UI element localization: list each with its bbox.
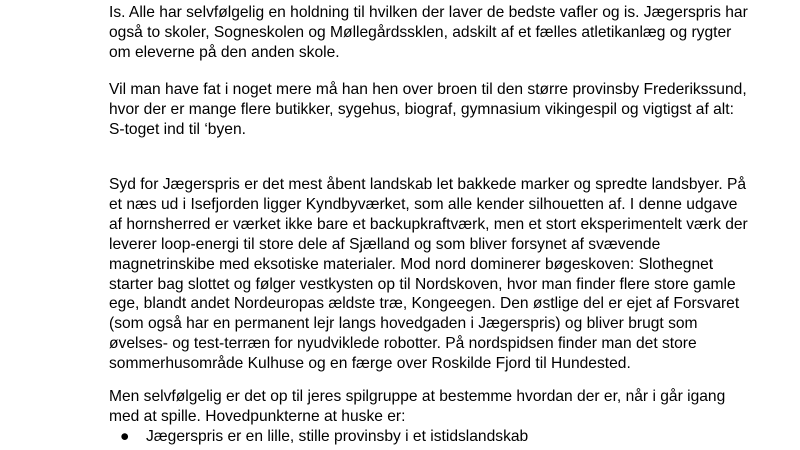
text-line: af hornsherred er værket ikke bare et backupkraftværk, men et stort eksperimentelt værk der: [109, 215, 748, 233]
text-line: ege, blandt andet Nordeuropas ældste træ, Kongeegen. Den østlige del er ejet af Forsvaret: [109, 295, 740, 313]
text-line: om eleverne på den anden skole.: [109, 43, 340, 61]
text-line: Men selvfølgelig er det op til jeres spilgruppe at bestemme hvordan der er, når i går igang: [109, 388, 726, 405]
paragraph-play-group: [109, 387, 729, 427]
text-line: hvor der er mange flere butikker, sygehus, biograf, gymnasium vikingespil og vigtigst af alt:: [109, 100, 734, 118]
list-item: [109, 427, 528, 447]
text-line: også to skoler, Sogneskolen og Møllegårdssklen, adskilt af et fælles atletikanlæg og rygter: [109, 23, 732, 41]
list-item-text: Jægerspris er en lille, stille provinsby i et istidslandskab: [146, 428, 529, 445]
text-line: magnetrinskibe med eksotiske materialer. Mod nord dominerer bøgeskoven: Slothegnet: [109, 255, 714, 273]
text-line: Syd for Jægerspris er det mest åbent landskab let bakkede marker og spredte landsbyer. På: [109, 176, 747, 193]
text-line: leverer loop-energi til store dele af Sjælland og som bliver forsynet af svævende: [109, 235, 661, 253]
text-line: starter bag slottet og følger vestkysten op til Nordskoven, hvor man finder flere store gamle: [109, 275, 736, 293]
text-line: Is. Alle har selvfølgelig en holdning til hvilken der laver de bedste vafler og is. Jægerspris har: [109, 4, 748, 21]
key-points-list: [109, 427, 528, 447]
text-line: S-toget ind til ‘byen.: [109, 120, 246, 138]
text-line: med at spille. Hovedpunkterne at huske er:: [109, 407, 406, 425]
text-line: sommerhusområde Kulhuse og en færge over Roskilde Fjord til Hundested.: [109, 355, 631, 373]
paragraph-ice-cream-schools: [109, 3, 748, 63]
text-line: et næs ud i Isefjorden ligger Kyndbyværket, som alle kender silhouetten af. I denne udgave: [109, 195, 738, 213]
text-line: Vil man have fat i noget mere må han hen over broen til den større provinsby Frederikssund,: [109, 81, 747, 98]
paragraph-frederikssund: [109, 80, 747, 140]
text-line: (som også har en permanent lejr langs hovedgaden i Jægerspris) og bliver brugt som: [109, 315, 698, 333]
text-line: øvelses- og test-terræn for nyudviklede robotter. På nordspidsen finder man det store: [109, 335, 697, 353]
paragraph-landscape: [109, 175, 748, 374]
bullet-marker: ●: [120, 428, 130, 445]
